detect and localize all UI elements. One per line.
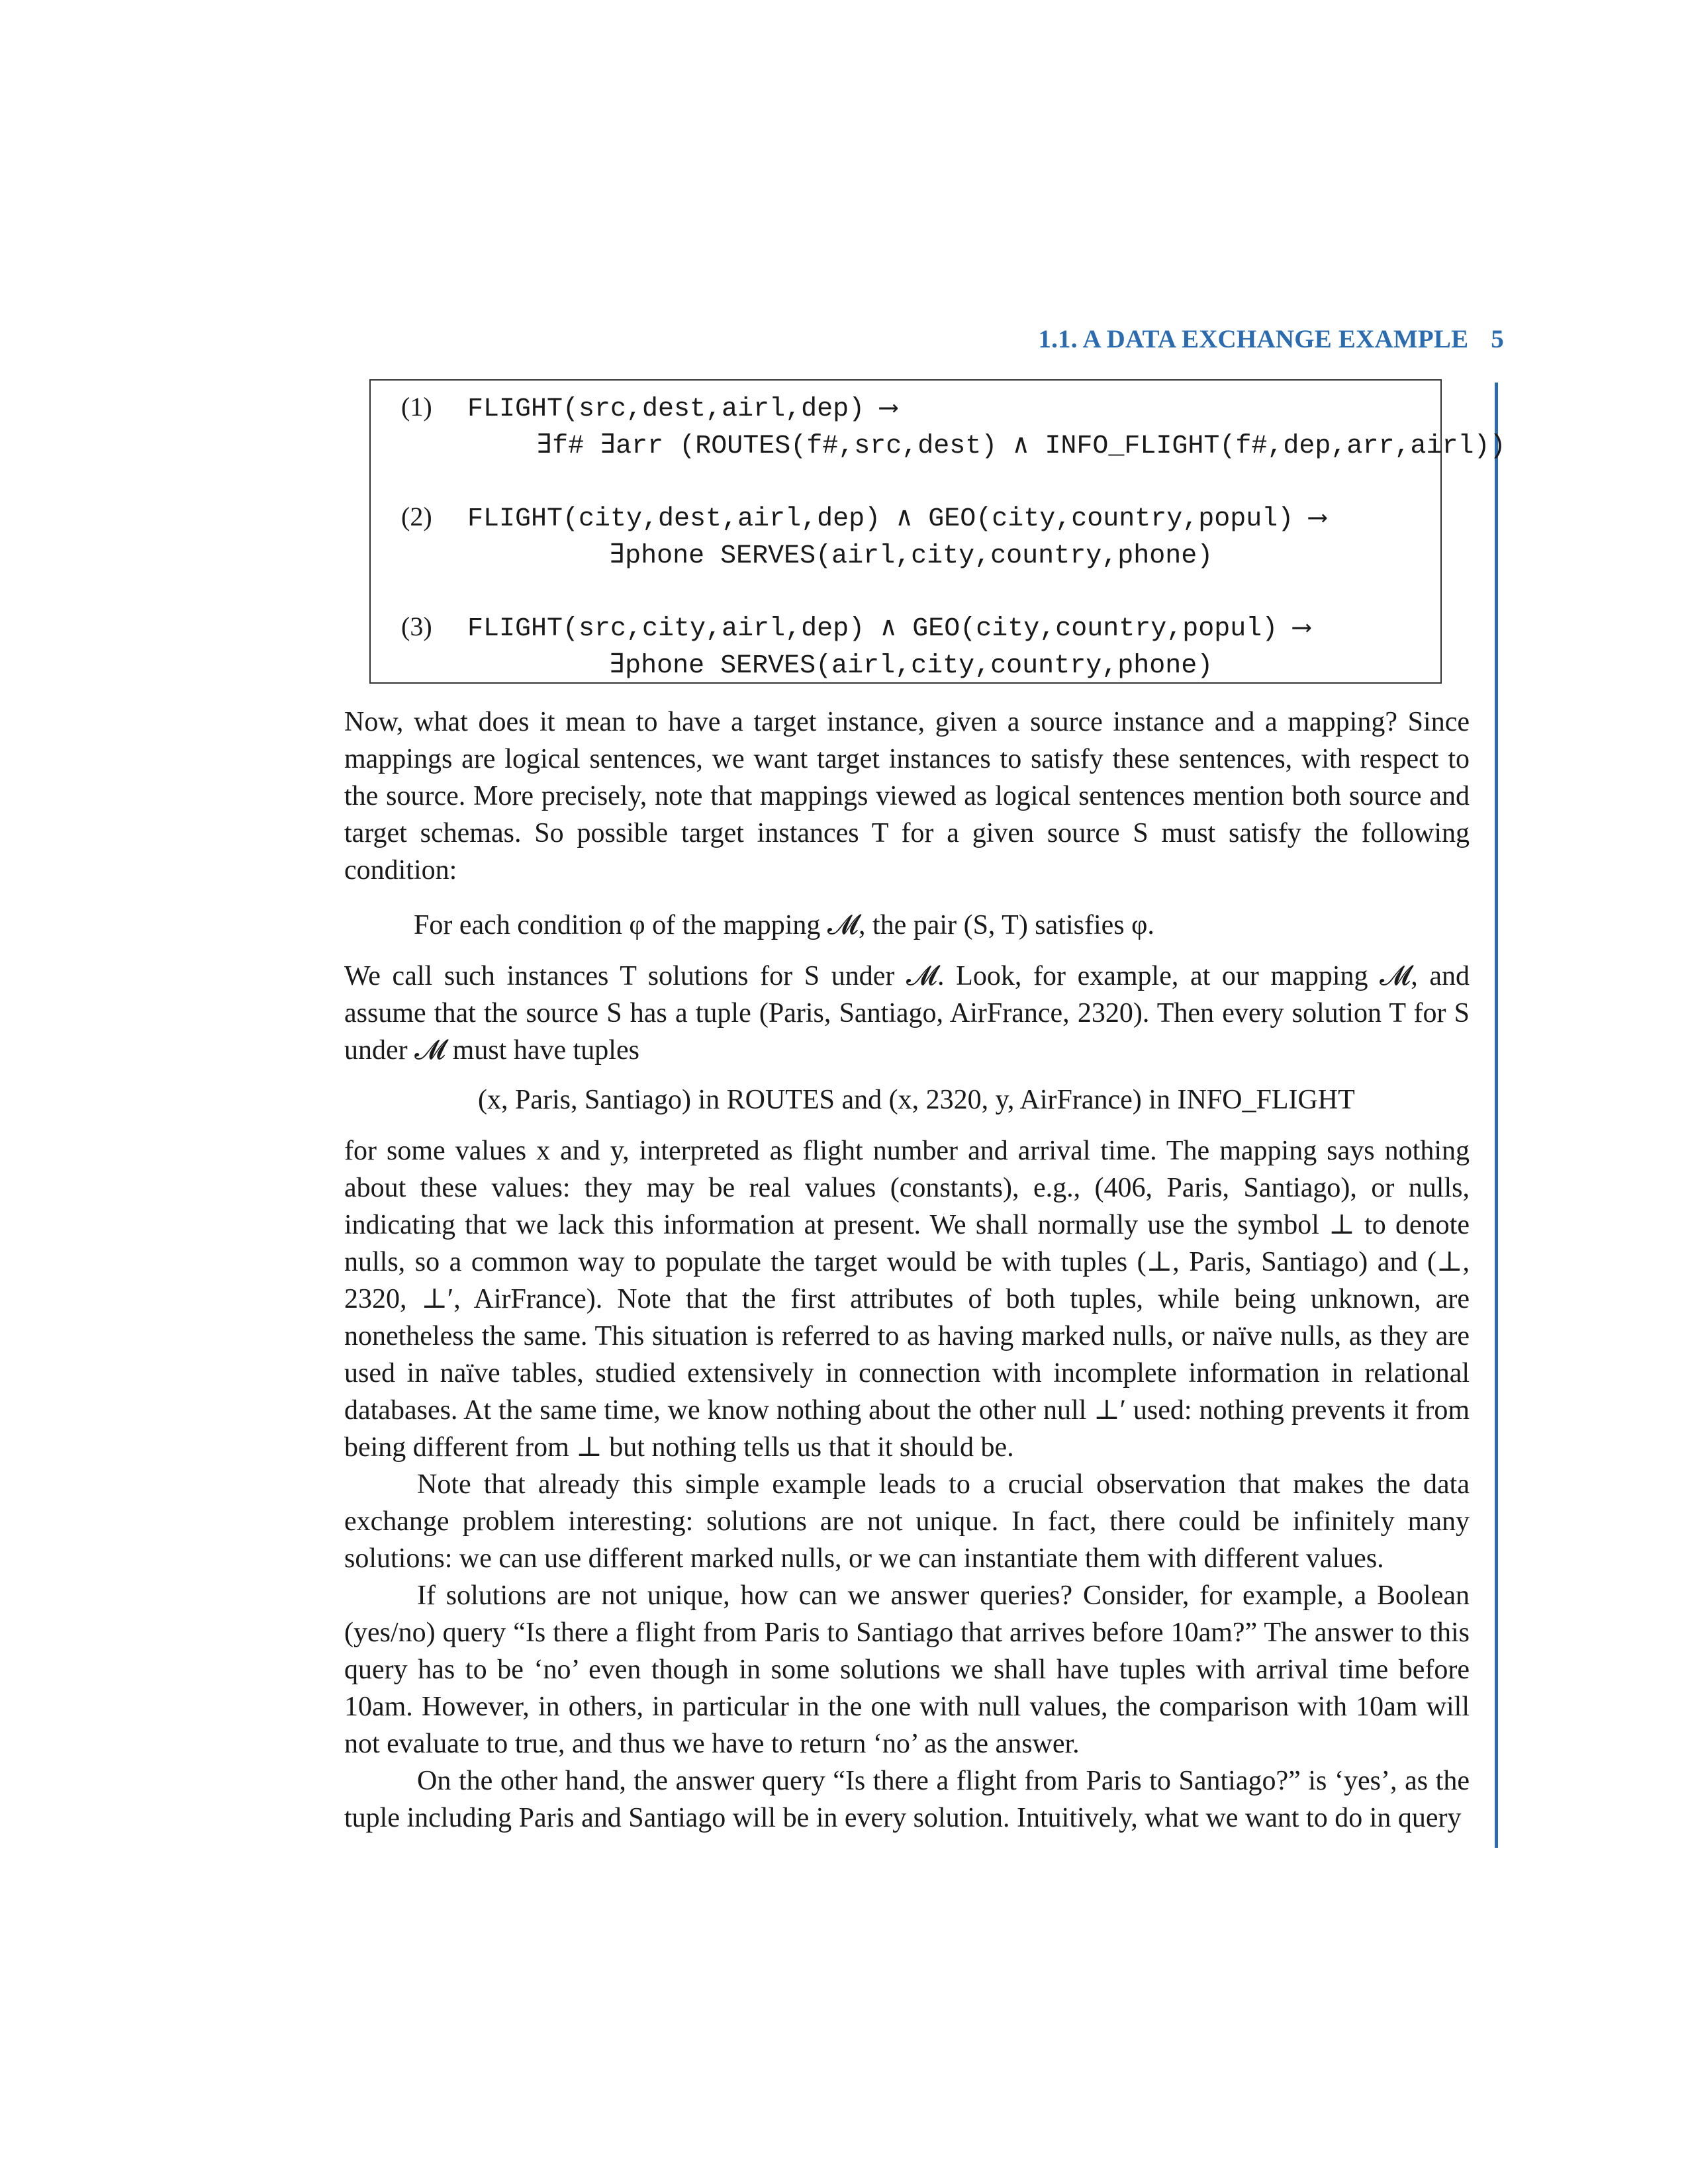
rule-text: ∃phone SERVES(airl,city,country,phone) [609, 651, 1213, 681]
rule-2-line-2 [609, 541, 1213, 570]
paragraph-certain-answer: On the other hand, the answer query “Is there a flight from Paris to Santiago?” is ‘yes’, as the tuple including Paris and Santiago will be in every solution. Intuitively, what we want to do in query [344, 1766, 1470, 1833]
rule-text: FLIGHT(src,dest,airl,dep) ⟶ [467, 394, 897, 424]
mapping-rules-box [369, 379, 1506, 684]
rule-text: FLIGHT(src,city,airl,dep) ∧ GEO(city,country,popul) ⟶ [467, 614, 1310, 644]
rule-text: FLIGHT(city,dest,airl,dep) ∧ GEO(city,country,popul) ⟶ [467, 504, 1326, 534]
tuples-line: (x, Paris, Santiago) in ROUTES and (x, 2320, y, AirFrance) in INFO_FLIGHT [478, 1085, 1355, 1115]
rule-2-line-1 [401, 504, 1325, 533]
rule-3-line-2 [609, 651, 1213, 680]
section-title: 1.1. A DATA EXCHANGE EXAMPLE [1038, 325, 1469, 353]
rule-1-line-2 [536, 431, 1505, 460]
rule-number: (1) [401, 392, 432, 422]
paragraph-solutions: We call such instances T solutions for S under 𝓜. Look, for example, at our mapping 𝓜, and assume that the source S has a tuple (Paris, Santiago, AirFrance, 2320). Then every solution T for S under 𝓜 must have tuples [344, 961, 1470, 1066]
condition-statement: For each condition φ of the mapping 𝓜, the pair (S, T) satisfies φ. [414, 910, 1154, 940]
running-head [794, 324, 1504, 354]
paragraph-not-unique: Note that already this simple example leads to a crucial observation that makes the data exchange problem interesting: solutions are not unique. In fact, there could be infinitely many solutions: we can use different marked nulls, or we can instantiate them with different values. [344, 1469, 1470, 1574]
paragraph-queries: If solutions are not unique, how can we answer queries? Consider, for example, a Boolean (yes/no) query “Is there a flight from Paris to Santiago that arrives before 10am?” The answer to this query has to be ‘no’ even though in some solutions we shall have tuples with arrival time before 10am. However, in others, in particular in the one with null values, the comparison with 10am will not evaluate to true, and thus we have to return ‘no’ as the answer. [344, 1580, 1470, 1759]
rule-number: (2) [401, 502, 432, 531]
rule-text: ∃f# ∃arr (ROUTES(f#,src,dest) ∧ INFO_FLIGHT(f#,dep,arr,airl)) [536, 432, 1506, 461]
rule-3-line-1 [401, 614, 1309, 643]
page-number: 5 [1491, 325, 1504, 353]
rule-1-line-1 [401, 394, 896, 423]
rule-number: (3) [401, 612, 432, 641]
paragraph-target-instances: Now, what does it mean to have a target instance, given a source instance and a mapping? Since mappings are logical sentences, we want target instances to satisfy these sentences, with respect to the source. More precisely, note that mappings viewed as logical sentences mention both source and target schemas. So possible target instances T for a given source S must satisfy the following condition: [344, 707, 1470, 886]
paragraph-nulls: for some values x and y, interpreted as flight number and arrival time. The mapping says nothing about these values: they may be real values (constants), e.g., (406, Paris, Santiago), or nulls, indicating that we lack this information at present. We shall normally use the symbol ⊥ to denote nulls, so a common way to populate the target would be with tuples (⊥, Paris, Santiago) and (⊥, 2320, ⊥′, AirFrance). Note that the first attributes of both tuples, while being unknown, are nonetheless the same. This situation is referred to as having marked nulls, or naïve nulls, as they are used in naïve tables, studied extensively in connection with incomplete information in relational databases. At the same time, we know nothing about the other null ⊥′ used: nothing prevents it from being different from ⊥ but nothing tells us that it should be. [344, 1136, 1470, 1463]
rule-text: ∃phone SERVES(airl,city,country,phone) [609, 541, 1213, 571]
